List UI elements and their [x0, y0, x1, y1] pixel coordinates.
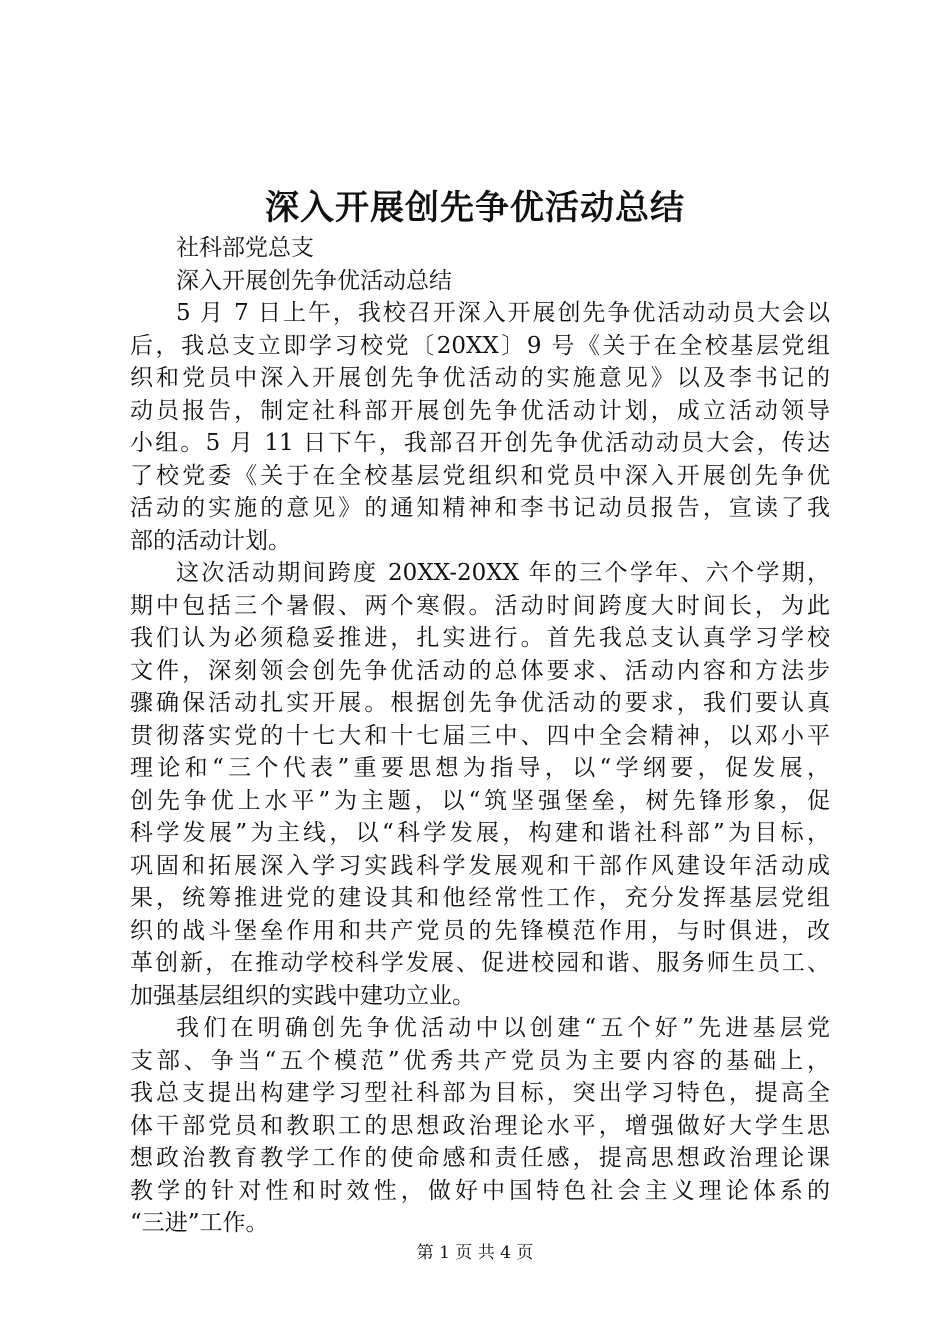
text-line: 贯彻落实党的十七大和十七届三中、四中全会精神，以邓小平 [130, 722, 830, 749]
text-line: 动员报告，制定社科部开展创先争优活动计划，成立活动领导 [130, 397, 830, 424]
text-line: 期中包括三个暑假、两个寒假。活动时间跨度大时间长，为此 [130, 592, 830, 619]
text-line: 教学的针对性和时效性，做好中国特色社会主义理论体系的 [130, 1177, 830, 1204]
text-line: 革创新，在推动学校科学发展、促进校园和谐、服务师生员工、 [130, 950, 830, 976]
text-line: 小组。5 月 11 日下午，我部召开创先争优活动动员大会，传达 [130, 430, 830, 456]
text-line: 加强基层组织的实践中建功立业。 [130, 982, 475, 1009]
byline: 社科部党总支 [176, 235, 314, 261]
text-line: 创先争优上水平”为主题，以“筑坚强堡垒，树先锋形象，促 [130, 787, 830, 814]
document-title: 深入开展创先争优活动总结 [265, 188, 685, 228]
text-line: 想政治教育教学工作的使命感和责任感，提高思想政治理论课 [130, 1145, 830, 1171]
text-line: 活动的实施的意见》的通知精神和李书记动员报告，宣读了我 [130, 495, 830, 521]
text-line: 织和党员中深入开展创先争优活动的实施意见》以及李书记的 [130, 365, 830, 391]
text-line: 后，我总支立即学习校党〔20XX〕9 号《关于在全校基层党组 [130, 332, 830, 359]
text-line: 巩固和拓展深入学习实践科学发展观和干部作风建设年活动成 [130, 852, 830, 879]
text-line: 支部、争当“五个模范”优秀共产党员为主要内容的基础上， [130, 1047, 830, 1074]
paragraph [130, 297, 830, 557]
text-line: 这次活动期间跨度 20XX-20XX 年的三个学年、六个学期， [176, 560, 830, 586]
text-line: 5 月 7 日上午，我校召开深入开展创先争优活动动员大会以 [176, 300, 830, 326]
text-line: 我们在明确创先争优活动中以创建“五个好”先进基层党 [176, 1015, 830, 1041]
text-line: 我们认为必须稳妥推进，扎实进行。首先我总支认真学习学校 [130, 625, 830, 651]
text-line: 我总支提出构建学习型社科部为目标，突出学习特色，提高全 [130, 1080, 830, 1106]
paragraph [130, 557, 830, 1012]
text-line: “三进”工作。 [130, 1210, 269, 1236]
text-line: 体干部党员和教职工的思想政治理论水平，增强做好大学生思 [130, 1112, 830, 1139]
text-line: 了校党委《关于在全校基层党组织和党员中深入开展创先争优 [130, 462, 830, 489]
text-line: 部的活动计划。 [130, 527, 291, 554]
paragraph [130, 1012, 830, 1240]
text-line: 理论和“三个代表”重要思想为指导，以“学纲要，促发展， [130, 755, 830, 781]
text-line: 科学发展”为主线，以“科学发展，构建和谐社科部”为目标， [130, 820, 830, 846]
page-footer: 第 1 页 共 4 页 [416, 1243, 534, 1263]
text-line: 果，统筹推进党的建设其和他经常性工作，充分发挥基层党组 [130, 885, 830, 911]
text-line: 文件，深刻领会创先争优活动的总体要求、活动内容和方法步 [130, 657, 830, 684]
document-body [130, 232, 830, 1240]
text-line: 织的战斗堡垒作用和共产党员的先锋模范作用，与时俱进，改 [130, 917, 830, 944]
text-line: 骤确保活动扎实开展。根据创先争优活动的要求，我们要认真 [130, 690, 830, 716]
document-subtitle: 深入开展创先争优活动总结 [176, 267, 452, 294]
